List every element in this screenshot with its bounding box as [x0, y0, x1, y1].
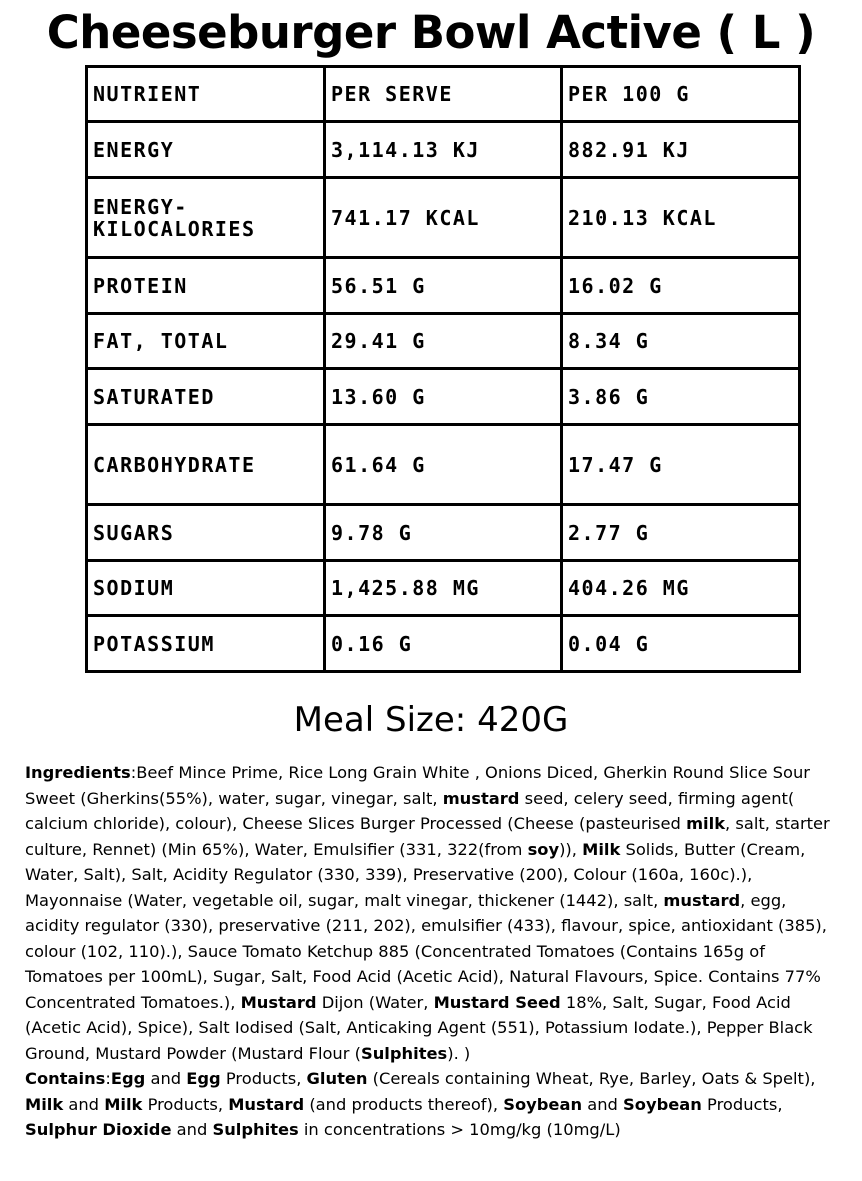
text-segment: and: [171, 1120, 213, 1139]
ingredients-label: Ingredients: [25, 763, 131, 782]
allergen-highlight: Soybean: [623, 1094, 702, 1114]
text-segment: Products,: [142, 1094, 229, 1114]
table-row: [87, 178, 800, 258]
nutrient-name: SUGARS: [87, 505, 325, 561]
header-nutrient: NUTRIENT: [87, 67, 325, 122]
text-segment: , salt, starter culture, Rennet) (Min 65%), Water, Emulsifier (331, 322(from: [25, 814, 830, 859]
nutrient-name: SODIUM: [87, 561, 325, 616]
text-segment: (Cereals containing Wheat, Rye, Barley, Oats & Spelt),: [367, 1069, 816, 1088]
table-row: [87, 425, 800, 505]
table-header-row: [87, 67, 800, 122]
per-serve-value: 0.16 G: [325, 616, 562, 672]
per-100g-value: 3.86 G: [562, 369, 800, 425]
allergen-highlight: Sulphur Dioxide: [25, 1120, 172, 1139]
per-serve-value: 1,425.88 MG: [325, 561, 562, 616]
allergen-highlight: Mustard: [228, 1094, 305, 1114]
text-segment: seed, celery seed, firming agent( calcium chloride), colour), Cheese Slices Burger Processed (Cheese (pasteurised: [25, 788, 795, 833]
allergen-highlight: Egg: [110, 1069, 146, 1088]
text-segment: Products,: [701, 1094, 783, 1114]
text-segment: )),: [559, 839, 583, 859]
ingredients-block: [25, 760, 841, 1143]
allergen-highlight: Sulphites: [212, 1120, 299, 1139]
text-segment: (and products thereof),: [304, 1094, 504, 1114]
allergen-highlight: Egg: [186, 1069, 221, 1088]
allergen-highlight: Mustard: [240, 992, 317, 1012]
table-row: [87, 561, 800, 616]
nutrient-name: ENERGY- KILOCALORIES: [87, 178, 325, 258]
table-row: [87, 616, 800, 672]
text-segment: in concentrations > 10mg/kg (10mg/L): [298, 1120, 621, 1139]
allergen-highlight: Milk: [104, 1094, 143, 1114]
product-title: Cheeseburger Bowl Active ( L ): [46, 6, 816, 59]
contains-label: Contains: [25, 1069, 106, 1088]
text-segment: Solids, Butter (Cream, Water, Salt), Salt, Acidity Regulator (330, 339), Preservative (200), Colour (160a, 160c).), Mayonnaise (Water, vegetable oil, sugar, malt vinegar, thickener (1442), salt,: [25, 839, 806, 910]
allergen-highlight: mustard: [663, 890, 741, 910]
allergen-highlight: Sulphites: [360, 1043, 448, 1063]
text-segment: :: [105, 1069, 111, 1088]
nutrient-name: POTASSIUM: [87, 616, 325, 672]
per-serve-value: 13.60 G: [325, 369, 562, 425]
text-segment: and: [63, 1094, 105, 1114]
header-per-100g: PER 100 G: [562, 67, 800, 122]
per-serve-value: 9.78 G: [325, 505, 562, 561]
per-serve-value: 3,114.13 KJ: [325, 122, 562, 178]
table-row: [87, 122, 800, 178]
per-100g-value: 210.13 KCAL: [562, 178, 800, 258]
per-serve-value: 61.64 G: [325, 425, 562, 505]
table-row: [87, 369, 800, 425]
per-100g-value: 8.34 G: [562, 314, 800, 369]
allergen-highlight: Milk: [25, 1094, 64, 1114]
ingredients-text: [25, 763, 830, 1063]
per-100g-value: 16.02 G: [562, 258, 800, 314]
nutrient-name: CARBOHYDRATE: [87, 425, 325, 505]
text-segment: Products,: [220, 1069, 307, 1088]
per-100g-value: 0.04 G: [562, 616, 800, 672]
allergen-highlight: mustard: [442, 788, 520, 808]
contains-text: [25, 1069, 815, 1139]
per-serve-value: 56.51 G: [325, 258, 562, 314]
contains-paragraph: [25, 1066, 841, 1143]
nutrient-name: FAT, TOTAL: [87, 314, 325, 369]
per-100g-value: 882.91 KJ: [562, 122, 800, 178]
text-segment: :Beef Mince Prime, Rice Long Grain White , Onions Diced, Gherkin Round Slice Sour Sweet (Gherkins(55%), water, sugar, vinegar, salt,: [25, 763, 810, 808]
nutrient-name: PROTEIN: [87, 258, 325, 314]
text-segment: , egg, acidity regulator (330), preservative (211, 202), emulsifier (433), flavour, spice, antioxidant (385), colour (102, 110).), Sauce Tomato Ketchup 885 (Concentrated Tomatoes (Contains 165g of Tomatoes per 100mL), Sugar, Salt, Food Acid (Acetic Acid), Natural Flavours, Spice. Contains 77% Concentrated Tomatoes.),: [25, 890, 827, 1012]
allergen-highlight: Soybean: [503, 1094, 583, 1114]
nutrient-name: ENERGY: [87, 122, 325, 178]
allergen-highlight: Gluten: [306, 1069, 368, 1088]
table-row: [87, 258, 800, 314]
per-100g-value: 2.77 G: [562, 505, 800, 561]
nutrition-table: [85, 65, 801, 673]
per-serve-value: 29.41 G: [325, 314, 562, 369]
per-serve-value: 741.17 KCAL: [325, 178, 562, 258]
meal-size: Meal Size: 420G: [293, 700, 569, 740]
allergen-highlight: Milk: [582, 839, 621, 859]
allergen-highlight: soy: [527, 839, 560, 859]
text-segment: and: [582, 1094, 624, 1114]
text-segment: and: [145, 1069, 187, 1088]
allergen-highlight: milk: [686, 814, 726, 833]
ingredients-paragraph: [25, 760, 841, 1066]
header-per-serve: PER SERVE: [325, 67, 562, 122]
table-row: [87, 505, 800, 561]
text-segment: ). ): [447, 1043, 471, 1063]
table-row: [87, 314, 800, 369]
per-100g-value: 404.26 MG: [562, 561, 800, 616]
per-100g-value: 17.47 G: [562, 425, 800, 505]
text-segment: 18%, Salt, Sugar, Food Acid (Acetic Acid), Spice), Salt Iodised (Salt, Anticaking Agent (551), Potassium Iodate.), Pepper Black Ground, Mustard Powder (Mustard Flour (: [25, 992, 813, 1063]
allergen-highlight: Mustard Seed: [433, 992, 561, 1012]
nutrient-name: SATURATED: [87, 369, 325, 425]
text-segment: Dijon (Water,: [316, 992, 434, 1012]
